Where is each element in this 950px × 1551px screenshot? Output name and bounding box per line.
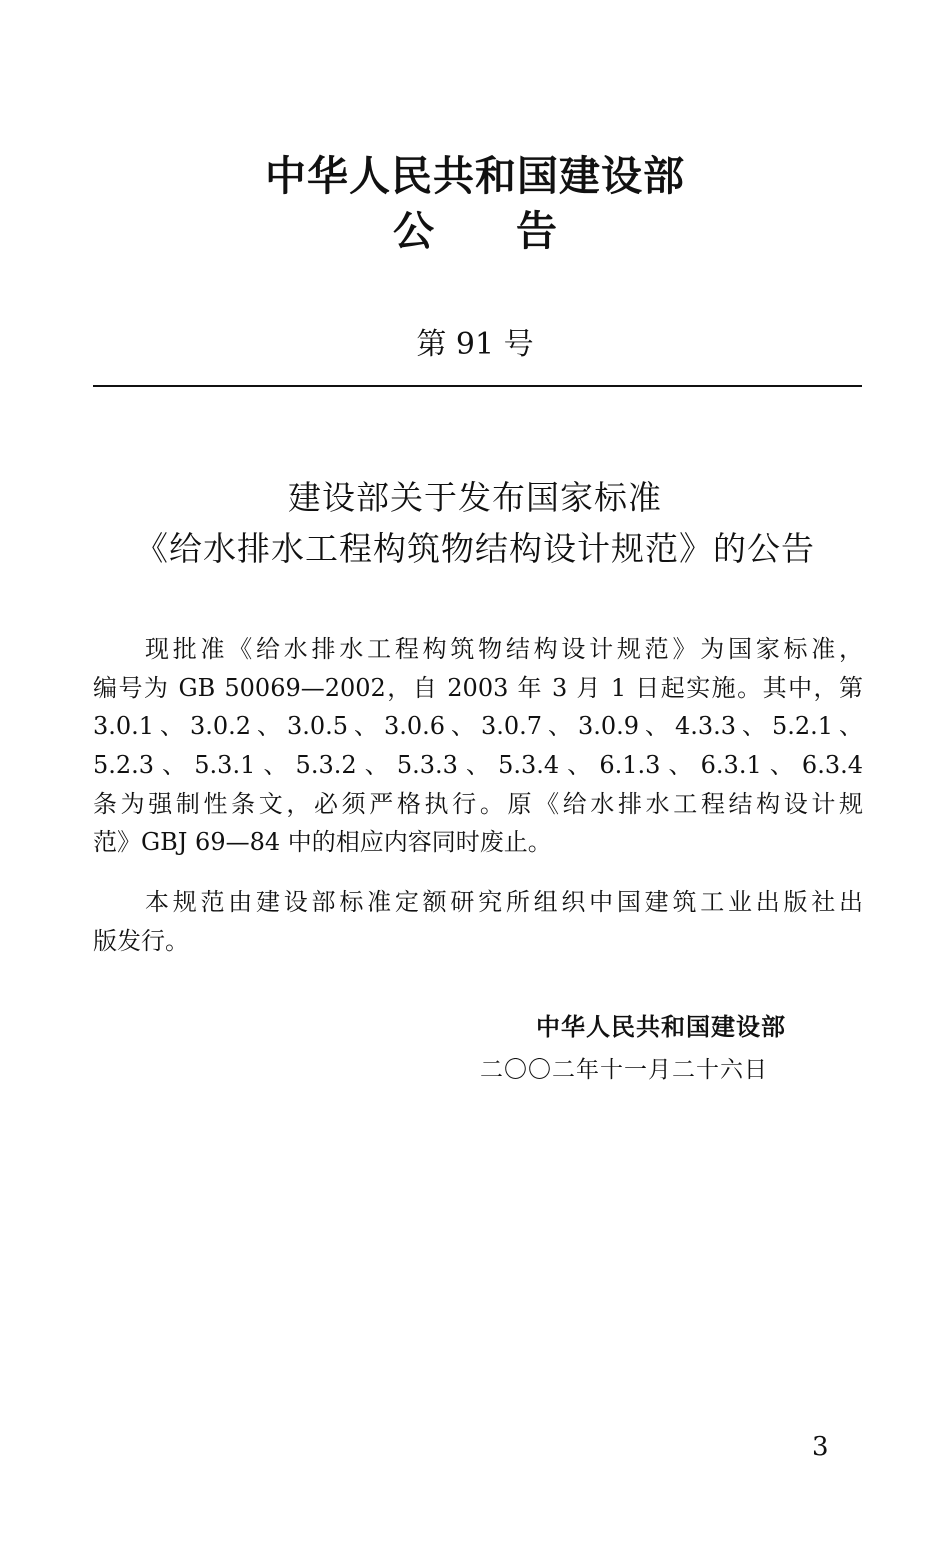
header-divider xyxy=(93,385,862,387)
body-line: 现批准《给水排水工程构筑物结构设计规范》为国家标准， xyxy=(145,635,863,663)
body-paragraph-2 xyxy=(93,883,863,960)
title-line-2: 《给水排水工程构筑物结构设计规范》的公告 xyxy=(135,529,815,568)
signature-date: 二〇〇二年十一月二十六日 xyxy=(480,1057,768,1083)
signature-organization: 中华人民共和国建设部 xyxy=(536,1013,786,1041)
doc-type-char-1: 公 xyxy=(393,207,434,255)
body-paragraph-1 xyxy=(93,630,863,862)
doc-type-char-2: 告 xyxy=(516,207,557,255)
title-line-1: 建设部关于发布国家标准 xyxy=(288,478,662,517)
page-number: 3 xyxy=(812,1432,829,1462)
body-line: 范》GBJ 69—84 中的相应内容同时废止。 xyxy=(93,828,552,857)
body-line: 条为强制性条文，必须严格执行。原《给水排水工程结构设计规 xyxy=(93,789,863,818)
issuer-heading: 中华人民共和国建设部 xyxy=(265,152,685,200)
body-line: 本规范由建设部标准定额研究所组织中国建筑工业出版社出 xyxy=(145,888,863,916)
doc-type-heading xyxy=(0,205,950,257)
body-line: 版发行。 xyxy=(93,926,189,955)
announcement-number: 第 91 号 xyxy=(416,327,534,362)
body-line: 5.2.3、5.3.1、5.3.2、5.3.3、5.3.4、6.1.3、6.3.1、6.3.4 xyxy=(93,751,863,780)
body-line: 3.0.1、3.0.2、3.0.5、3.0.6、3.0.7、3.0.9、4.3.3、5.2.1、 xyxy=(93,712,863,741)
body-line: 编号为 GB 50069—2002，自 2003 年 3 月 1 日起实施。其中，第 xyxy=(93,673,863,702)
